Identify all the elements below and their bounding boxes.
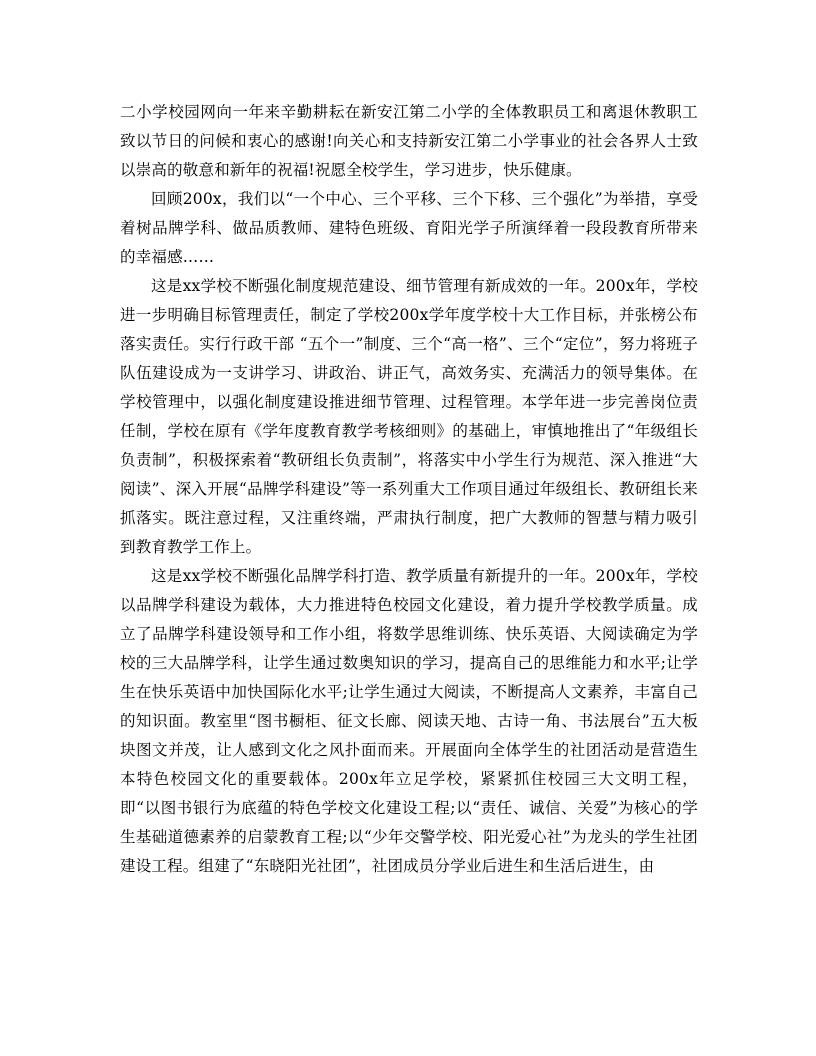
document-body [120, 98, 698, 881]
paragraph-brand-subjects: 这是xx学校不断强化品牌学科打造、教学质量有新提升的一年。200x年，学校以品牌学科建设为载体，大力推进特色校园文化建设，着力提升学校教学质量。成立了品牌学科建设领导和工作小组，将数学思维训练、快乐英语、大阅读确定为学校的三大品牌学科，让学生通过数奥知识的学习，提高自己的思维能力和水平;让学生在快乐英语中加快国际化水平;让学生通过大阅读，不断提高人文素养，丰富自己的知识面。教室里“图书橱柜、征文长廊、阅读天地、古诗一角、书法展台”五大板块图文并茂，让人感到文化之风扑面而来。开展面向全体学生的社团活动是营造生本特色校园文化的重要载体。200x年立足学校，紧紧抓住校园三大文明工程，即“以图书银行为底蕴的特色学校文化建设工程;以“责任、诚信、关爱”为核心的学生基础道德素养的启蒙教育工程;以“少年交警学校、阳光爱心社”为龙头的学生社团建设工程。组建了“东晓阳光社团”，社团成员分学业后进生和生活后进生，由 [120, 567, 698, 875]
paragraph-intro: 二小学校园网向一年来辛勤耕耘在新安江第二小学的全体教职员工和离退休教职工致以节日的问候和衷心的感谢!向关心和支持新安江第二小学事业的社会各界人士致以崇高的敬意和新年的祝福!祝愿全校学生，学习进步，快乐健康。 [120, 103, 698, 179]
paragraph-management: 这是xx学校不断强化制度规范建设、细节管理有新成效的一年。200x年，学校进一步明确目标管理责任，制定了学校200x学年度学校十大工作目标，并张榜公布落实责任。实行行政干部 “五个一”制度、三个“高一格”、三个“定位”，努力将班子队伍建设成为一支讲学习、讲政治、讲正气，高效务实、充满活力的领导集体。在学校管理中，以强化制度建设推进细节管理、过程管理。本学年进一步完善岗位责任制，学校在原有《学年度教育教学考核细则》的基础上，审慎地推出了“年级组长负责制”，积极探索着“教研组长负责制”，将落实中小学生行为规范、深入推进“大阅读”、深入开展“品牌学科建设”等一系列重大工作项目通过年级组长、教研组长来抓落实。既注意过程，又注重终端，严肃执行制度，把广大教师的智慧与精力吸引到教育教学工作上。 [120, 277, 698, 556]
paragraph-review: 回顾200x，我们以“一个中心、三个平移、三个下移、三个强化”为举措，享受着树品牌学科、做品质教师、建特色班级、育阳光学子所演绎着一段段教育所带来的幸福感…… [120, 190, 698, 266]
